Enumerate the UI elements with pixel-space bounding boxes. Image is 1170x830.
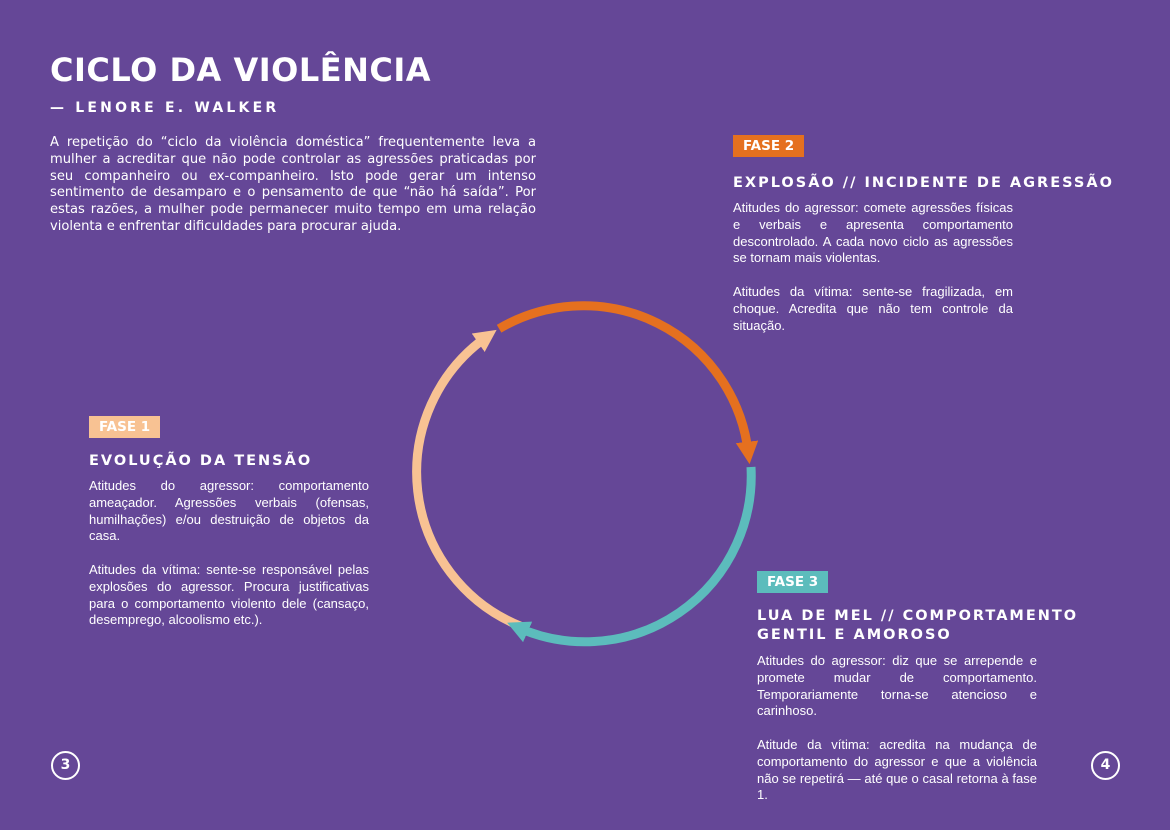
- phase3-cycle-arc: [517, 467, 751, 642]
- phase2-aggressor-text: Atitudes do agressor: comete agressões físicas e verbais e apresenta comportamento descontrolado. A cada novo ciclo as agressões se tornam mais violentas.: [733, 200, 1013, 266]
- phase2-title: EXPLOSÃO // INCIDENTE DE AGRESSÃO: [733, 175, 1114, 191]
- page-title: CICLO DA VIOLÊNCIA: [50, 51, 431, 89]
- page-number-left: 3: [51, 751, 80, 780]
- phase1-victim-text: Atitudes da vítima: sente-se responsável pelas explosões do agressor. Procura justificativas para o comportamento violento dele (cansaço, desemprego, alcoolismo etc.).: [89, 561, 369, 628]
- phase2-cycle-arc: [499, 306, 748, 453]
- phase1-badge: FASE 1: [89, 416, 160, 438]
- author-subtitle: — LENORE E. WALKER: [50, 100, 280, 116]
- page-number-right: 4: [1091, 751, 1120, 780]
- intro-paragraph: A repetição do “ciclo da violência doméstica” frequentemente leva a mulher a acreditar que não pode controlar as agressões praticadas por seu companheiro ou ex-companheiro. Isto pode gerar um intenso sentimento de desamparo e o pensamento de que “não há saída”. Por estas razões, a mulher pode permanecer muito tempo em uma relação violenta e enfrentar dificuldades para procurar ajuda.: [50, 135, 536, 234]
- phase3-description: [757, 653, 1037, 804]
- phase3-aggressor-text: Atitudes do agressor: diz que se arrepende e promete mudar de comportamento. Temporariamente torna-se atencioso e carinhoso.: [757, 653, 1037, 719]
- phase3-title: LUA DE MEL // COMPORTAMENTO GENTIL E AMOROSO: [757, 608, 1079, 643]
- phase2-victim-text: Atitudes da vítima: sente-se fragilizada, em choque. Acredita que não tem controle da situação.: [733, 283, 1013, 333]
- phase1-cycle-arc: [417, 336, 521, 626]
- phase1-title: EVOLUÇÃO DA TENSÃO: [89, 453, 313, 469]
- phase1-aggressor-text: Atitudes do agressor: comportamento ameaçador. Agressões verbais (ofensas, humilhações) e/ou destruição de objetos da casa.: [89, 478, 369, 544]
- phase1-description: [89, 478, 369, 629]
- phase2-description: [733, 200, 1013, 334]
- violence-cycle-diagram: [405, 290, 765, 650]
- phase3-victim-text: Atitude da vítima: acredita na mudança de comportamento do agressor e que a violência não se repetirá — até que o casal retorna à fase 1.: [757, 736, 1037, 803]
- phase2-badge: FASE 2: [733, 135, 804, 157]
- phase3-badge: FASE 3: [757, 571, 828, 593]
